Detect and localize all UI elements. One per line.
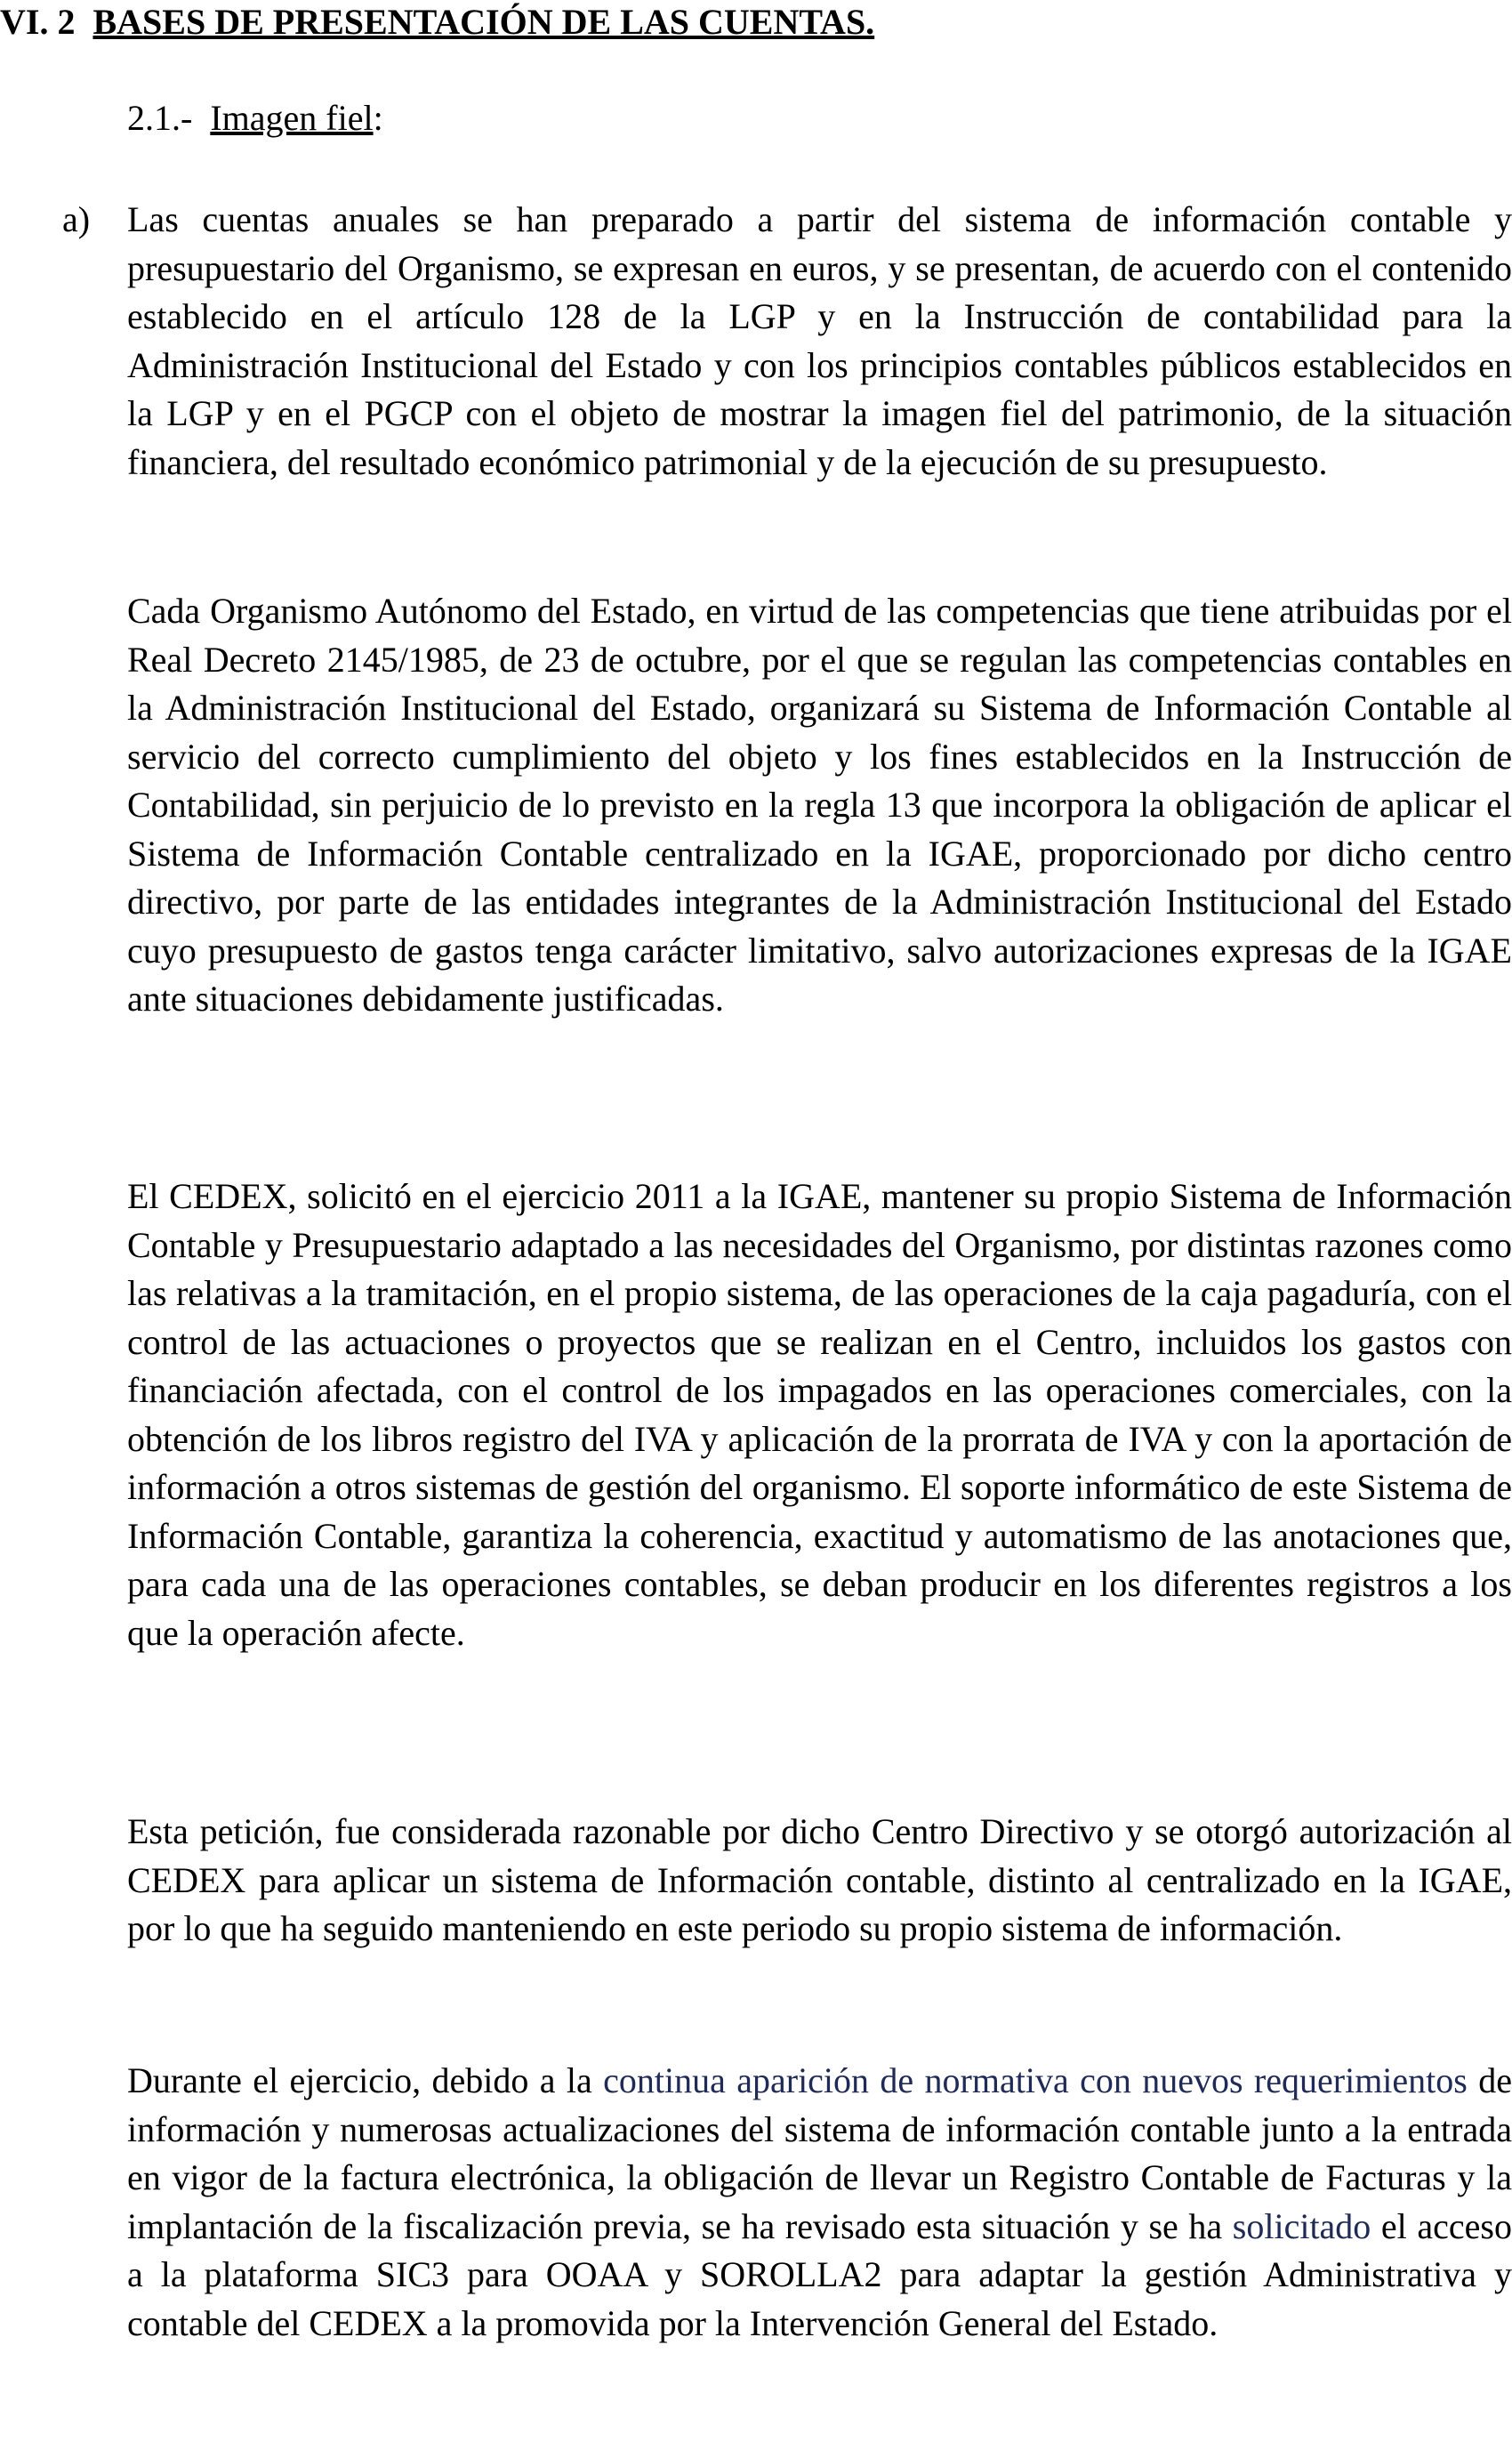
paragraph-imagen-fiel: Las cuentas anuales se han preparado a partir del sistema de información contable y presupuestario del Organismo, se expresan en euros, y se presentan, de acuerdo con el contenido establecido en el artículo 128 de la LGP y en la Instrucción de contabilidad para la Administración Institucional del Estado y con los principios contables públicos establecidos en la LGP y en el PGCP con el objeto de mostrar la imagen fiel del patrimonio, de la situación financiera, del resultado económico patrimonial y de la ejecución de su presupuesto. [127,199,1512,482]
paragraph-durante-ejercicio [127,2057,1512,2348]
paragraph-text-part: Durante el ejercicio, debido a la [127,2060,604,2100]
paragraph-text-part-highlight: continua aparición de normativa con nuevos requerimientos [603,2060,1468,2100]
paragraph-text-part: de información y numerosas actualizaciones del sistema de información contable junto a la entrada en vigor de la factura electrónica, la obligación de llevar un Registro Contable de Facturas y la implantación de la fiscalización previa, se ha revisado esta situación y se ha [127,2060,1512,2246]
subsection-number: 2.1.- [127,98,193,138]
subsection-title: Imagen fiel [210,98,374,138]
paragraph-text-part: el acceso a la plataforma SIC3 para OOAA y SOROLLA2 para adaptar la gestión Administrativa y contable del CEDEX a la promovida por la Intervención General del Estado. [127,2205,1512,2343]
section-title: BASES DE PRESENTACIÓN DE LAS CUENTAS. [92,2,875,42]
paragraph-text-part-highlight: solicitado [1232,2205,1371,2246]
paragraph-cedex-solicitud: El CEDEX, solicitó en el ejercicio 2011 a la IGAE, mantener su propio Sistema de Información Contable y Presupuestario adaptado a las necesidades del Organismo, por distintas razones como las relativas a la tramitación, en el propio sistema, de las operaciones de la caja pagaduría, con el control de las actuaciones o proyectos que se realizan en el Centro, incluidos los gastos con financiación afectada, con el control de los impagados en las operaciones comerciales, con la obtención de los libros registro del IVA y aplicación de la prorrata de IVA y con la aportación de información a otros sistemas de gestión del organismo. El soporte informático de este Sistema de Información Contable, garantiza la coherencia, exactitud y automatismo de las anotaciones que, para cada una de las operaciones contables, se deban producir en los diferentes registros a los que la operación afecte. [127,1176,1512,1653]
subsection-heading [127,96,383,141]
section-heading [0,0,874,44]
list-item-label: a) [62,199,91,239]
paragraph-peticion: Esta petición, fue considerada razonable por dicho Centro Directivo y se otorgó autorización al CEDEX para aplicar un sistema de Información contable, distinto al centralizado en la IGAE, por lo que ha seguido manteniendo en este periodo su propio sistema de información. [127,1811,1512,1948]
section-number: VI. 2 [0,2,76,42]
paragraph-organismo-autonomo: Cada Organismo Autónomo del Estado, en virtud de las competencias que tiene atribuidas por el Real Decreto 2145/1985, de 23 de octubre, por el que se regulan las competencias contables en la Administración Institucional del Estado, organizará su Sistema de Información Contable al servicio del correcto cumplimiento del objeto y los fines establecidos en la Instrucción de Contabilidad, sin perjuicio de lo previsto en la regla 13 que incorpora la obligación de aplicar el Sistema de Información Contable centralizado en la IGAE, proporcionado por dicho centro directivo, por parte de las entidades integrantes de la Administración Institucional del Estado cuyo presupuesto de gastos tenga carácter limitativo, salvo autorizaciones expresas de la IGAE ante situaciones debidamente justificadas. [127,591,1512,1019]
subsection-suffix: : [373,98,383,138]
